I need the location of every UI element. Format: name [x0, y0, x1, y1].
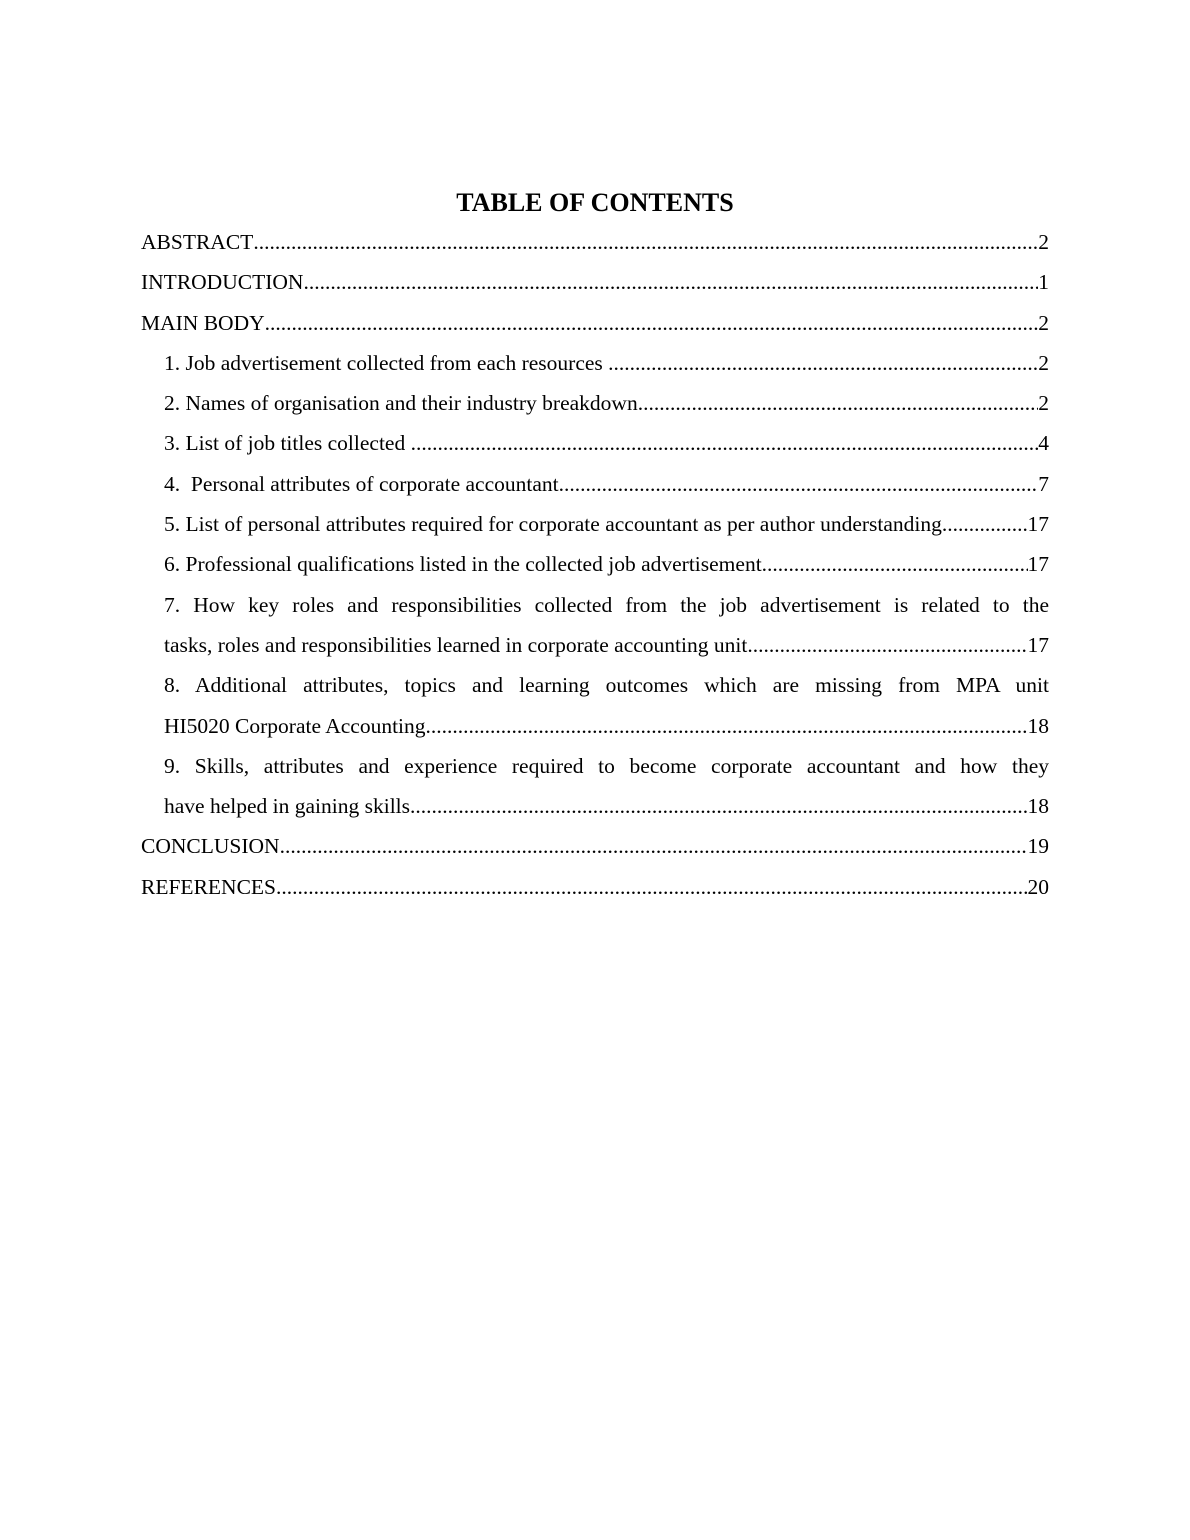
- toc-page-number: 2: [1038, 350, 1049, 375]
- dot-leader: [608, 343, 1038, 383]
- toc-page-number: 4: [1038, 431, 1049, 456]
- toc-page-number: 17: [1027, 512, 1049, 537]
- toc-subentry-9[interactable]: [164, 746, 1049, 827]
- toc-entry-introduction[interactable]: [141, 262, 1049, 302]
- toc-entry-line2: [164, 625, 1049, 665]
- toc-entry-conclusion[interactable]: [141, 826, 1049, 866]
- dot-leader: [942, 504, 1028, 544]
- toc-subentry-3[interactable]: [164, 423, 1049, 463]
- toc-entry-text: have helped in gaining skills: [164, 794, 411, 819]
- dot-leader: [253, 222, 1038, 262]
- toc-subentry-7[interactable]: [164, 585, 1049, 666]
- toc-entry-text-line1: 9. Skills, attributes and experience required to become corporate accountant and how they: [164, 753, 1049, 778]
- toc-entry-line2: [164, 706, 1049, 746]
- dot-leader: [303, 262, 1038, 302]
- toc-entry-text: INTRODUCTION: [141, 270, 304, 295]
- dot-leader: [559, 464, 1039, 504]
- dot-leader: [265, 303, 1039, 343]
- toc-page-number: 18: [1027, 713, 1049, 738]
- toc-entry-abstract[interactable]: [141, 222, 1049, 262]
- toc-page-number: 2: [1038, 230, 1049, 254]
- toc-entry-references[interactable]: [141, 867, 1049, 907]
- document-page: [141, 186, 1049, 907]
- toc-page-number: 18: [1027, 794, 1049, 819]
- toc-title: TABLE OF CONTENTS: [456, 188, 734, 217]
- toc-page-number: 7: [1038, 471, 1049, 496]
- toc-entry-text: HI5020 Corporate Accounting: [164, 713, 426, 738]
- dot-leader: [276, 867, 1028, 907]
- toc-page-number: 17: [1027, 632, 1049, 657]
- toc-subentry-4[interactable]: [164, 464, 1049, 504]
- toc-entry-text: CONCLUSION: [141, 834, 280, 859]
- toc-entry-text: 3. List of job titles collected: [164, 431, 411, 456]
- toc-entry-text: 4. Personal attributes of corporate accountant: [164, 471, 559, 496]
- dot-leader: [638, 383, 1039, 423]
- toc-entry-text: tasks, roles and responsibilities learned in corporate accounting unit: [164, 632, 748, 657]
- toc-entry-text: MAIN BODY: [141, 310, 265, 335]
- toc-entry-text: ABSTRACT: [141, 230, 254, 254]
- toc-page-number: 19: [1027, 834, 1049, 859]
- dot-leader: [747, 625, 1027, 665]
- toc-subentry-5[interactable]: [164, 504, 1049, 544]
- toc-page-number: 2: [1038, 391, 1049, 416]
- dot-leader: [426, 706, 1028, 746]
- toc-entry-line2: [164, 786, 1049, 826]
- toc-subentry-6[interactable]: [164, 544, 1049, 584]
- toc-subentry-8[interactable]: [164, 665, 1049, 746]
- toc-subentry-1[interactable]: [164, 343, 1049, 383]
- toc-entry-text: 5. List of personal attributes required for corporate accountant as per author understanding: [164, 512, 942, 537]
- toc-entry-main-body[interactable]: [141, 303, 1049, 343]
- toc-entry-text: 2. Names of organisation and their industry breakdown: [164, 391, 638, 416]
- toc-page-number: 20: [1027, 874, 1049, 899]
- toc-list: [141, 222, 1049, 907]
- dot-leader: [762, 544, 1028, 584]
- toc-page-number: 2: [1038, 310, 1049, 335]
- toc-entry-text: 1. Job advertisement collected from each resources: [164, 350, 609, 375]
- dot-leader: [280, 826, 1028, 866]
- toc-entry-text-line1: 7. How key roles and responsibilities collected from the job advertisement is related to the: [164, 592, 1049, 617]
- toc-entry-text-line1: 8. Additional attributes, topics and learning outcomes which are missing from MPA unit: [164, 673, 1049, 698]
- toc-page-number: 17: [1027, 552, 1049, 577]
- toc-entry-text: REFERENCES: [141, 874, 276, 899]
- toc-subentry-2[interactable]: [164, 383, 1049, 423]
- dot-leader: [410, 786, 1027, 826]
- toc-page-number: 1: [1038, 270, 1049, 295]
- dot-leader: [411, 423, 1039, 463]
- toc-entry-text: 6. Professional qualifications listed in the collected job advertisement: [164, 552, 762, 577]
